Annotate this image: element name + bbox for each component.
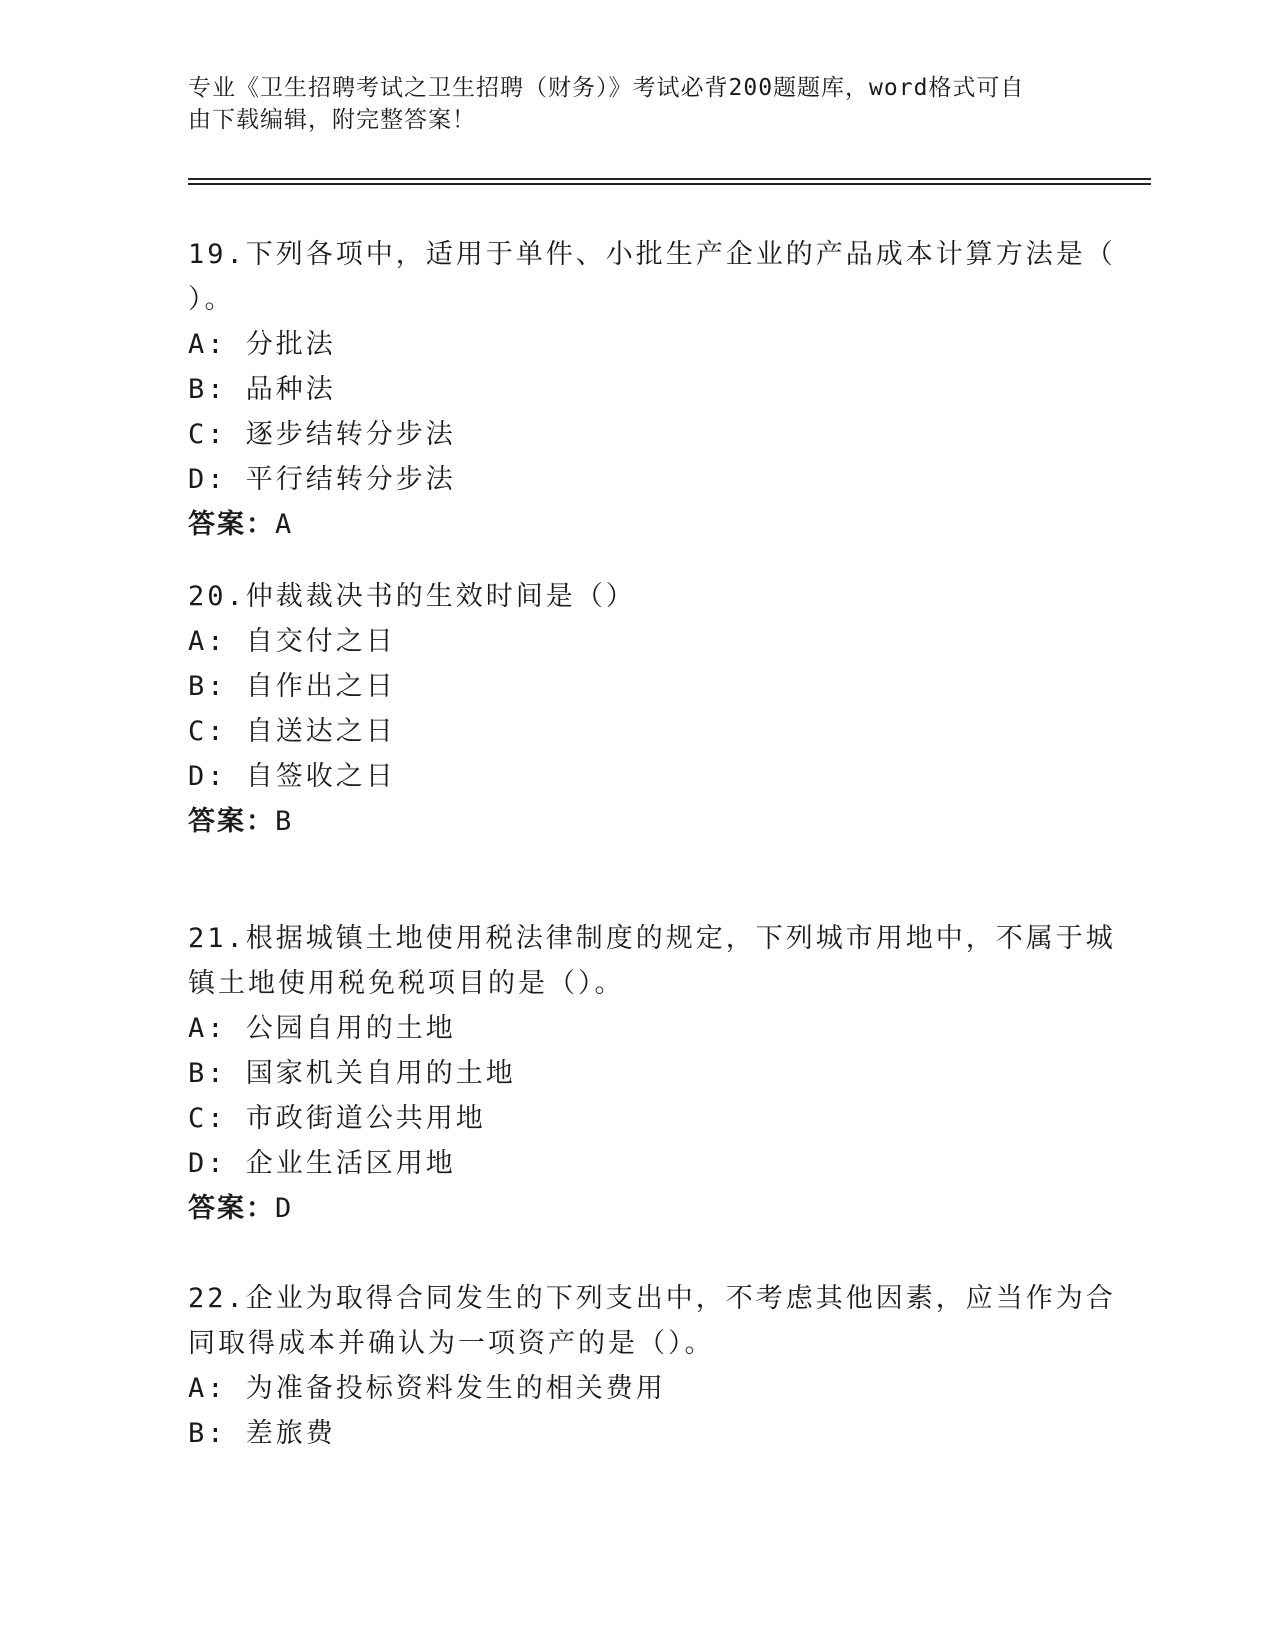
- answer-label: 答案：: [188, 806, 275, 837]
- answer-line: [188, 799, 1088, 844]
- question-stem-cont: 镇土地使用税免税项目的是（）。: [188, 968, 625, 999]
- option-c: C: 自送达之日: [188, 716, 396, 747]
- question-21: [188, 916, 1116, 1231]
- option-a: A: 为准备投标资料发生的相关费用: [188, 1373, 666, 1404]
- option-b: B: 差旅费: [188, 1418, 336, 1449]
- question-stem: 21.根据城镇土地使用税法律制度的规定，下列城市用地中，不属于城: [188, 923, 1116, 954]
- header-rule-top: [188, 178, 1151, 180]
- answer-line: [188, 1186, 1088, 1231]
- answer-value: B: [275, 806, 294, 837]
- option-c: C: 市政街道公共用地: [188, 1103, 486, 1134]
- option-a: A: 自交付之日: [188, 626, 396, 657]
- question-stem: 20.仲裁裁决书的生效时间是（）: [188, 581, 636, 612]
- header-line-1: 专业《卫生招聘考试之卫生招聘（财务）》考试必背200题题库，word格式可自: [188, 75, 1025, 101]
- header-rule-bottom: [188, 183, 1151, 185]
- question-stem: 22.企业为取得合同发生的下列支出中，不考虑其他因素，应当作为合: [188, 1283, 1116, 1314]
- answer-label: 答案：: [188, 1193, 275, 1224]
- question-20: [188, 574, 1088, 844]
- answer-line: [188, 502, 1088, 547]
- option-a: A: 分批法: [188, 329, 336, 360]
- option-c: C: 逐步结转分步法: [188, 419, 456, 450]
- option-d: D: 自签收之日: [188, 761, 396, 792]
- option-a: A: 公园自用的土地: [188, 1013, 456, 1044]
- question-stem: 19.下列各项中，适用于单件、小批生产企业的产品成本计算方法是（: [188, 239, 1116, 270]
- option-d: D: 企业生活区用地: [188, 1148, 456, 1179]
- question-stem-cont: 同取得成本并确认为一项资产的是（）。: [188, 1328, 715, 1359]
- answer-value: D: [275, 1193, 294, 1224]
- question-19: [188, 232, 1116, 547]
- answer-value: A: [275, 509, 294, 540]
- answer-label: 答案：: [188, 509, 275, 540]
- question-22: [188, 1276, 1116, 1456]
- option-b: B: 自作出之日: [188, 671, 396, 702]
- option-b: B: 品种法: [188, 374, 336, 405]
- option-b: B: 国家机关自用的土地: [188, 1058, 516, 1089]
- option-d: D: 平行结转分步法: [188, 464, 456, 495]
- header-line-2: 由下载编辑，附完整答案！: [188, 107, 476, 133]
- document-header: [188, 72, 1068, 136]
- question-stem-cont: ）。: [188, 284, 235, 315]
